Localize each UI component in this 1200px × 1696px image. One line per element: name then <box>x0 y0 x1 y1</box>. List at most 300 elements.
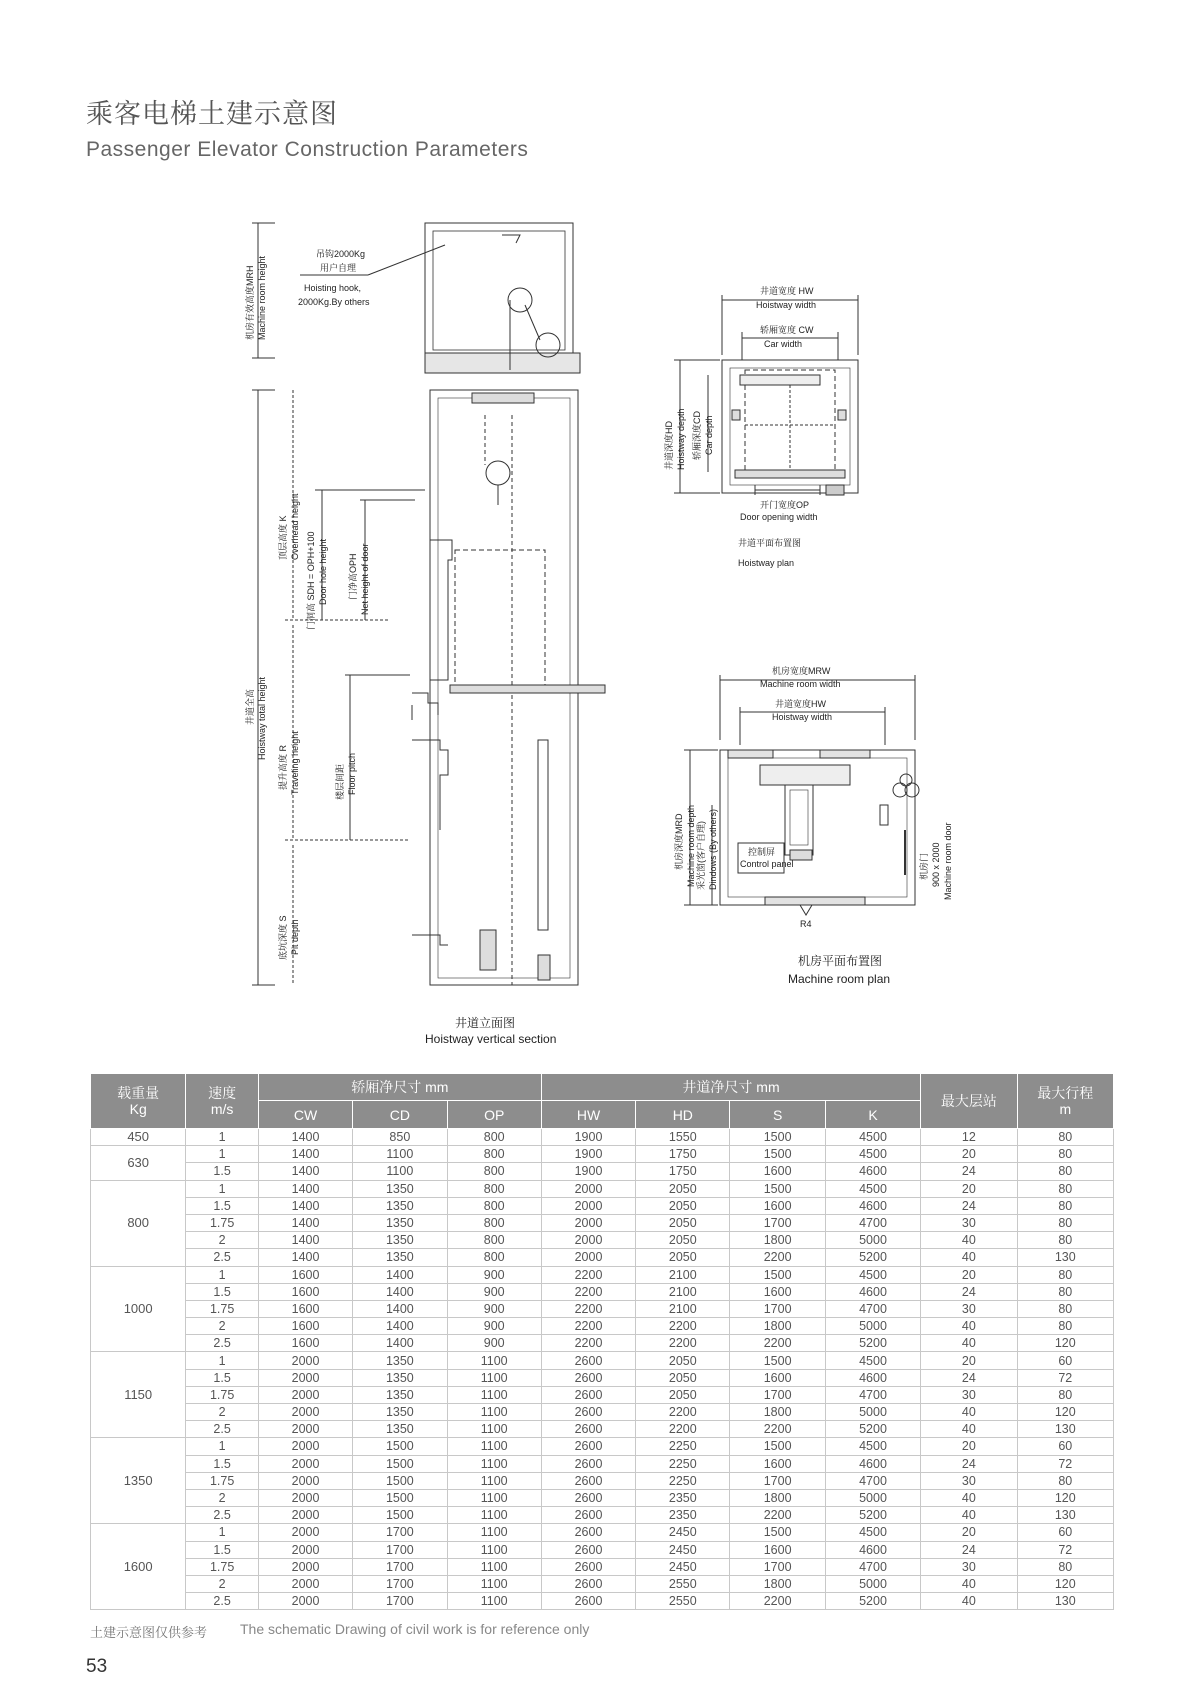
section-caption-en: Hoistway vertical section <box>425 1032 557 1046</box>
mroom-cp-cn: 控制屏 <box>748 847 776 857</box>
table-row <box>91 1541 1114 1558</box>
table-row <box>91 1283 1114 1300</box>
table-cell: 20 <box>921 1524 1017 1541</box>
r-label-en: Traveling height <box>290 731 300 795</box>
page-title-en: Passenger Elevator Construction Parameters <box>86 138 529 161</box>
table-cell: 80 <box>1017 1129 1113 1146</box>
footnote-en: The schematic Drawing of civil work is for reference only <box>240 1621 590 1637</box>
table-cell: 1500 <box>730 1524 825 1541</box>
table-cell: 30 <box>921 1214 1017 1231</box>
hoistway-vertical-section-drawing <box>240 215 610 1050</box>
hook-label-en2: 2000Kg.By others <box>298 297 370 307</box>
table-cell: 12 <box>921 1129 1017 1146</box>
oph-label-cn: 门净高OPH <box>348 553 358 600</box>
table-cell: 1 <box>186 1180 259 1197</box>
table-cell: 2000 <box>541 1232 635 1249</box>
mroom-hw-en: Hoistway width <box>772 712 833 722</box>
table-cell: 2250 <box>636 1455 730 1472</box>
table-cell: 900 <box>447 1300 541 1317</box>
table-cell: 1700 <box>730 1386 825 1403</box>
table-cell: 1350 <box>353 1232 447 1249</box>
table-cell: 80 <box>1017 1386 1113 1403</box>
table-cell: 1700 <box>730 1558 825 1575</box>
table-cell: 1500 <box>353 1507 447 1524</box>
table-cell: 2100 <box>636 1266 730 1283</box>
table-cell: 1600 <box>730 1369 825 1386</box>
table-row <box>91 1180 1114 1197</box>
table-cell: 800 <box>447 1197 541 1214</box>
table-cell: 4600 <box>825 1163 920 1180</box>
table-cell: 1350 <box>353 1352 447 1369</box>
table-cell: 2250 <box>636 1438 730 1455</box>
table-cell: 2 <box>186 1404 259 1421</box>
table-cell: 2600 <box>541 1507 635 1524</box>
table-cell: 2000 <box>258 1438 352 1455</box>
table-cell: 1100 <box>447 1524 541 1541</box>
table-cell: 1900 <box>541 1129 635 1146</box>
table-cell: 2600 <box>541 1489 635 1506</box>
table-cell: 4600 <box>825 1283 920 1300</box>
table-cell: 2000 <box>258 1593 352 1610</box>
table-cell: 1100 <box>447 1438 541 1455</box>
table-cell: 1600 <box>258 1300 352 1317</box>
table-cell: 2600 <box>541 1593 635 1610</box>
table-cell: 2050 <box>636 1352 730 1369</box>
table-cell: 40 <box>921 1507 1017 1524</box>
fp-label-cn: 楼层间距 <box>335 763 345 800</box>
table-cell: 900 <box>447 1335 541 1352</box>
table-cell: 4500 <box>825 1180 920 1197</box>
table-cell: 2200 <box>636 1421 730 1438</box>
table-cell: 2050 <box>636 1214 730 1231</box>
table-cell: 1.75 <box>186 1558 259 1575</box>
table-cell: 72 <box>1017 1369 1113 1386</box>
table-cell: 2200 <box>541 1300 635 1317</box>
table-row <box>91 1593 1114 1610</box>
table-cell: 2 <box>186 1575 259 1592</box>
table-row <box>91 1335 1114 1352</box>
table-cell: 1 <box>186 1266 259 1283</box>
load-cell: 1600 <box>91 1524 186 1610</box>
table-cell: 1.75 <box>186 1472 259 1489</box>
table-row <box>91 1300 1114 1317</box>
table-cell: 4600 <box>825 1455 920 1472</box>
table-cell: 900 <box>447 1318 541 1335</box>
table-cell: 800 <box>447 1146 541 1163</box>
table-cell: 5200 <box>825 1593 920 1610</box>
table-row <box>91 1507 1114 1524</box>
footnote-cn: 土建示意图仅供参考 <box>90 1626 208 1641</box>
table-cell: 1800 <box>730 1575 825 1592</box>
mroom-mrd-en: Machine room depth <box>686 804 696 887</box>
table-cell: 24 <box>921 1541 1017 1558</box>
table-cell: 2050 <box>636 1369 730 1386</box>
table-cell: 1500 <box>730 1266 825 1283</box>
table-cell: 1500 <box>353 1455 447 1472</box>
table-cell: 1500 <box>730 1129 825 1146</box>
table-cell: 1.5 <box>186 1163 259 1180</box>
plan-cw-cn: 轿厢宽度 CW <box>760 325 814 335</box>
table-cell: 2200 <box>541 1283 635 1300</box>
table-row <box>91 1163 1114 1180</box>
table-cell: 2100 <box>636 1300 730 1317</box>
table-cell: 2000 <box>258 1404 352 1421</box>
page-number: 53 <box>86 1656 108 1677</box>
table-cell: 1400 <box>258 1214 352 1231</box>
table-cell: 1350 <box>353 1214 447 1231</box>
table-cell: 2000 <box>258 1386 352 1403</box>
table-cell: 2050 <box>636 1180 730 1197</box>
table-cell: 1100 <box>447 1386 541 1403</box>
table-cell: 1 <box>186 1524 259 1541</box>
table-row <box>91 1472 1114 1489</box>
page-title-cn: 乘客电梯土建示意图 <box>86 99 338 130</box>
table-cell: 4500 <box>825 1146 920 1163</box>
table-cell: 1100 <box>447 1489 541 1506</box>
table-cell: 1500 <box>353 1438 447 1455</box>
table-cell: 2000 <box>258 1352 352 1369</box>
table-cell: 1350 <box>353 1249 447 1266</box>
table-cell: 40 <box>921 1489 1017 1506</box>
table-cell: 2 <box>186 1489 259 1506</box>
table-cell: 1500 <box>353 1489 447 1506</box>
table-cell: 1100 <box>447 1421 541 1438</box>
table-cell: 1600 <box>258 1318 352 1335</box>
table-row <box>91 1438 1114 1455</box>
k-label-en: Overhead height <box>290 493 300 560</box>
table-cell: 2050 <box>636 1232 730 1249</box>
table-cell: 2450 <box>636 1541 730 1558</box>
table-cell: 20 <box>921 1352 1017 1369</box>
table-cell: 1900 <box>541 1146 635 1163</box>
table-cell: 5200 <box>825 1507 920 1524</box>
th-max-travel: 最大行程 m <box>1017 1074 1113 1129</box>
hook-label-en1: Hoisting hook, <box>304 283 362 293</box>
table-cell: 1400 <box>353 1335 447 1352</box>
load-cell: 1000 <box>91 1266 186 1352</box>
table-cell: 1700 <box>353 1575 447 1592</box>
table-cell: 2000 <box>541 1180 635 1197</box>
table-cell: 80 <box>1017 1232 1113 1249</box>
table-cell: 120 <box>1017 1489 1113 1506</box>
table-cell: 2.5 <box>186 1335 259 1352</box>
table-cell: 2200 <box>636 1404 730 1421</box>
table-row <box>91 1197 1114 1214</box>
table-cell: 30 <box>921 1300 1017 1317</box>
mroom-window-cn: 采光窗(客户自理) <box>696 821 706 890</box>
table-cell: 4700 <box>825 1558 920 1575</box>
table-cell: 1350 <box>353 1421 447 1438</box>
table-row <box>91 1386 1114 1403</box>
table-cell: 800 <box>447 1163 541 1180</box>
table-cell: 1350 <box>353 1404 447 1421</box>
table-cell: 130 <box>1017 1249 1113 1266</box>
table-row <box>91 1232 1114 1249</box>
table-cell: 1750 <box>636 1163 730 1180</box>
table-row <box>91 1214 1114 1231</box>
table-cell: 80 <box>1017 1283 1113 1300</box>
table-cell: 5200 <box>825 1335 920 1352</box>
table-cell: 2000 <box>258 1455 352 1472</box>
table-cell: 2200 <box>730 1593 825 1610</box>
table-cell: 1100 <box>447 1472 541 1489</box>
table-cell: 1900 <box>541 1163 635 1180</box>
mroom-caption-cn: 机房平面布置图 <box>798 954 883 968</box>
table-cell: 1350 <box>353 1386 447 1403</box>
table-cell: 5000 <box>825 1318 920 1335</box>
table-cell: 80 <box>1017 1163 1113 1180</box>
table-row <box>91 1489 1114 1506</box>
table-cell: 2600 <box>541 1404 635 1421</box>
table-cell: 1400 <box>258 1197 352 1214</box>
table-cell: 2200 <box>636 1318 730 1335</box>
table-cell: 1700 <box>730 1300 825 1317</box>
table-cell: 1500 <box>353 1472 447 1489</box>
table-cell: 1.5 <box>186 1455 259 1472</box>
table-cell: 1400 <box>258 1163 352 1180</box>
plan-hw-en: Hoistway width <box>756 300 817 310</box>
table-cell: 2000 <box>258 1541 352 1558</box>
table-cell: 1750 <box>636 1146 730 1163</box>
table-cell: 4500 <box>825 1129 920 1146</box>
table-cell: 4500 <box>825 1266 920 1283</box>
mroom-r4: R4 <box>800 919 812 929</box>
table-cell: 1100 <box>447 1507 541 1524</box>
mroom-caption-en: Machine room plan <box>788 972 891 986</box>
table-cell: 2200 <box>541 1335 635 1352</box>
hook-label-cn: 吊钩2000Kg <box>316 249 366 259</box>
table-cell: 1 <box>186 1146 259 1163</box>
table-cell: 1350 <box>353 1180 447 1197</box>
table-cell: 2200 <box>541 1318 635 1335</box>
table-cell: 2050 <box>636 1249 730 1266</box>
th-car-size: 轿厢净尺寸 mm <box>258 1074 541 1101</box>
table-cell: 2600 <box>541 1369 635 1386</box>
table-cell: 800 <box>447 1180 541 1197</box>
table-cell: 2200 <box>730 1249 825 1266</box>
table-cell: 5000 <box>825 1489 920 1506</box>
plan-caption-en: Hoistway plan <box>738 558 795 568</box>
table-cell: 24 <box>921 1197 1017 1214</box>
plan-op-en: Door opening width <box>740 512 818 522</box>
table-cell: 80 <box>1017 1472 1113 1489</box>
table-cell: 120 <box>1017 1575 1113 1592</box>
table-cell: 1600 <box>730 1455 825 1472</box>
table-row <box>91 1558 1114 1575</box>
table-cell: 130 <box>1017 1507 1113 1524</box>
total-label-en: Hoistway total height <box>257 676 267 760</box>
s-label-cn: 底坑深度 S <box>278 915 288 960</box>
th-load: 载重量 Kg <box>91 1074 186 1129</box>
table-cell: 1400 <box>258 1249 352 1266</box>
table-cell: 72 <box>1017 1541 1113 1558</box>
table-cell: 1500 <box>730 1438 825 1455</box>
th-hw: HW <box>541 1101 635 1129</box>
mroom-door-en: Machine room door <box>943 822 953 900</box>
table-cell: 80 <box>1017 1558 1113 1575</box>
table-cell: 80 <box>1017 1197 1113 1214</box>
table-cell: 2 <box>186 1232 259 1249</box>
table-cell: 1100 <box>447 1369 541 1386</box>
load-cell: 1150 <box>91 1352 186 1438</box>
table-row <box>91 1404 1114 1421</box>
sdh-label-cn: 门洞高 SDH = OPH+100 <box>306 531 316 630</box>
table-cell: 1400 <box>258 1146 352 1163</box>
table-row <box>91 1249 1114 1266</box>
mroom-cp-en: Control panel <box>740 859 794 869</box>
table-cell: 1500 <box>730 1146 825 1163</box>
th-speed: 速度 m/s <box>186 1074 259 1129</box>
parameters-table-body <box>91 1129 1114 1610</box>
sdh-label-en: Door hole height <box>318 538 328 605</box>
table-cell: 2600 <box>541 1352 635 1369</box>
table-cell: 4600 <box>825 1197 920 1214</box>
mroom-door-cn: 机房门 <box>919 852 929 880</box>
table-cell: 4700 <box>825 1386 920 1403</box>
th-cw: CW <box>258 1101 352 1129</box>
table-cell: 4700 <box>825 1214 920 1231</box>
s-label-en: Pit depth <box>290 919 300 955</box>
table-cell: 120 <box>1017 1404 1113 1421</box>
table-cell: 1400 <box>258 1180 352 1197</box>
table-cell: 1550 <box>636 1129 730 1146</box>
table-cell: 20 <box>921 1180 1017 1197</box>
table-cell: 1800 <box>730 1318 825 1335</box>
table-cell: 1400 <box>353 1266 447 1283</box>
table-cell: 800 <box>447 1232 541 1249</box>
table-cell: 1.75 <box>186 1300 259 1317</box>
mroom-mrw-cn: 机房宽度MRW <box>772 666 831 676</box>
table-row <box>91 1369 1114 1386</box>
total-label-cn: 井道全高 <box>245 688 255 725</box>
table-cell: 40 <box>921 1575 1017 1592</box>
table-cell: 2200 <box>730 1507 825 1524</box>
table-cell: 72 <box>1017 1455 1113 1472</box>
hook-label-cn2: 用户自理 <box>320 263 357 273</box>
load-cell: 450 <box>91 1129 186 1146</box>
table-cell: 24 <box>921 1163 1017 1180</box>
table-cell: 1100 <box>353 1146 447 1163</box>
table-row <box>91 1575 1114 1592</box>
table-cell: 5000 <box>825 1575 920 1592</box>
table-cell: 2550 <box>636 1593 730 1610</box>
th-k: K <box>825 1101 920 1129</box>
table-cell: 4600 <box>825 1541 920 1558</box>
table-cell: 2.5 <box>186 1421 259 1438</box>
table-cell: 24 <box>921 1369 1017 1386</box>
table-cell: 2000 <box>258 1507 352 1524</box>
table-cell: 800 <box>447 1249 541 1266</box>
table-cell: 30 <box>921 1386 1017 1403</box>
table-cell: 2000 <box>541 1214 635 1231</box>
table-cell: 40 <box>921 1232 1017 1249</box>
table-cell: 800 <box>447 1129 541 1146</box>
table-cell: 4600 <box>825 1369 920 1386</box>
table-cell: 80 <box>1017 1214 1113 1231</box>
table-cell: 1400 <box>258 1129 352 1146</box>
table-cell: 1350 <box>353 1369 447 1386</box>
table-cell: 2200 <box>541 1266 635 1283</box>
table-cell: 24 <box>921 1283 1017 1300</box>
table-cell: 2.5 <box>186 1249 259 1266</box>
table-cell: 40 <box>921 1421 1017 1438</box>
table-cell: 4500 <box>825 1524 920 1541</box>
table-cell: 30 <box>921 1558 1017 1575</box>
table-row <box>91 1146 1114 1163</box>
table-cell: 2200 <box>730 1335 825 1352</box>
parameters-table <box>90 1073 1114 1610</box>
table-cell: 40 <box>921 1249 1017 1266</box>
table-cell: 1600 <box>258 1335 352 1352</box>
mroom-mrd-cn: 机房深度MRD <box>674 813 684 870</box>
table-cell: 80 <box>1017 1266 1113 1283</box>
table-cell: 1800 <box>730 1489 825 1506</box>
hoistway-plan-drawing <box>664 286 960 590</box>
table-cell: 5000 <box>825 1404 920 1421</box>
table-cell: 2450 <box>636 1558 730 1575</box>
table-cell: 2050 <box>636 1197 730 1214</box>
mrh-label-en: Machine room height <box>257 255 267 340</box>
table-cell: 2000 <box>258 1489 352 1506</box>
table-row <box>91 1129 1114 1146</box>
plan-hd-cn: 井道深度HD <box>664 421 674 470</box>
th-op: OP <box>447 1101 541 1129</box>
table-row <box>91 1455 1114 1472</box>
table-cell: 1100 <box>447 1558 541 1575</box>
table-cell: 1.5 <box>186 1283 259 1300</box>
fp-label-en: Floor pitch <box>347 752 357 795</box>
table-cell: 1 <box>186 1352 259 1369</box>
table-cell: 60 <box>1017 1524 1113 1541</box>
table-cell: 1100 <box>447 1404 541 1421</box>
table-cell: 20 <box>921 1438 1017 1455</box>
table-cell: 2600 <box>541 1421 635 1438</box>
table-cell: 80 <box>1017 1300 1113 1317</box>
table-cell: 2600 <box>541 1455 635 1472</box>
table-cell: 1500 <box>730 1352 825 1369</box>
table-cell: 2600 <box>541 1386 635 1403</box>
table-cell: 1500 <box>730 1180 825 1197</box>
table-cell: 1700 <box>353 1593 447 1610</box>
table-cell: 2550 <box>636 1575 730 1592</box>
table-cell: 1600 <box>730 1541 825 1558</box>
table-cell: 1100 <box>447 1593 541 1610</box>
machine-room-plan-drawing <box>674 665 980 995</box>
table-cell: 1800 <box>730 1404 825 1421</box>
table-cell: 1600 <box>258 1266 352 1283</box>
plan-caption-cn: 井道平面布置图 <box>738 538 802 548</box>
table-cell: 130 <box>1017 1421 1113 1438</box>
table-cell: 2250 <box>636 1472 730 1489</box>
mroom-window-en: Dindows (By others) <box>708 808 718 890</box>
table-cell: 2600 <box>541 1541 635 1558</box>
table-cell: 2200 <box>636 1335 730 1352</box>
th-hd: HD <box>636 1101 730 1129</box>
table-cell: 5000 <box>825 1232 920 1249</box>
table-cell: 2600 <box>541 1575 635 1592</box>
th-hoistway-size: 井道净尺寸 mm <box>541 1074 920 1101</box>
th-s: S <box>730 1101 825 1129</box>
section-caption-cn: 井道立面图 <box>455 1016 516 1030</box>
table-cell: 4500 <box>825 1438 920 1455</box>
table-cell: 4700 <box>825 1472 920 1489</box>
table-cell: 80 <box>1017 1180 1113 1197</box>
table-cell: 1400 <box>258 1232 352 1249</box>
table-row <box>91 1266 1114 1283</box>
table-cell: 2.5 <box>186 1507 259 1524</box>
mroom-door-dim: 900 x 2000 <box>931 842 941 887</box>
table-cell: 900 <box>447 1283 541 1300</box>
